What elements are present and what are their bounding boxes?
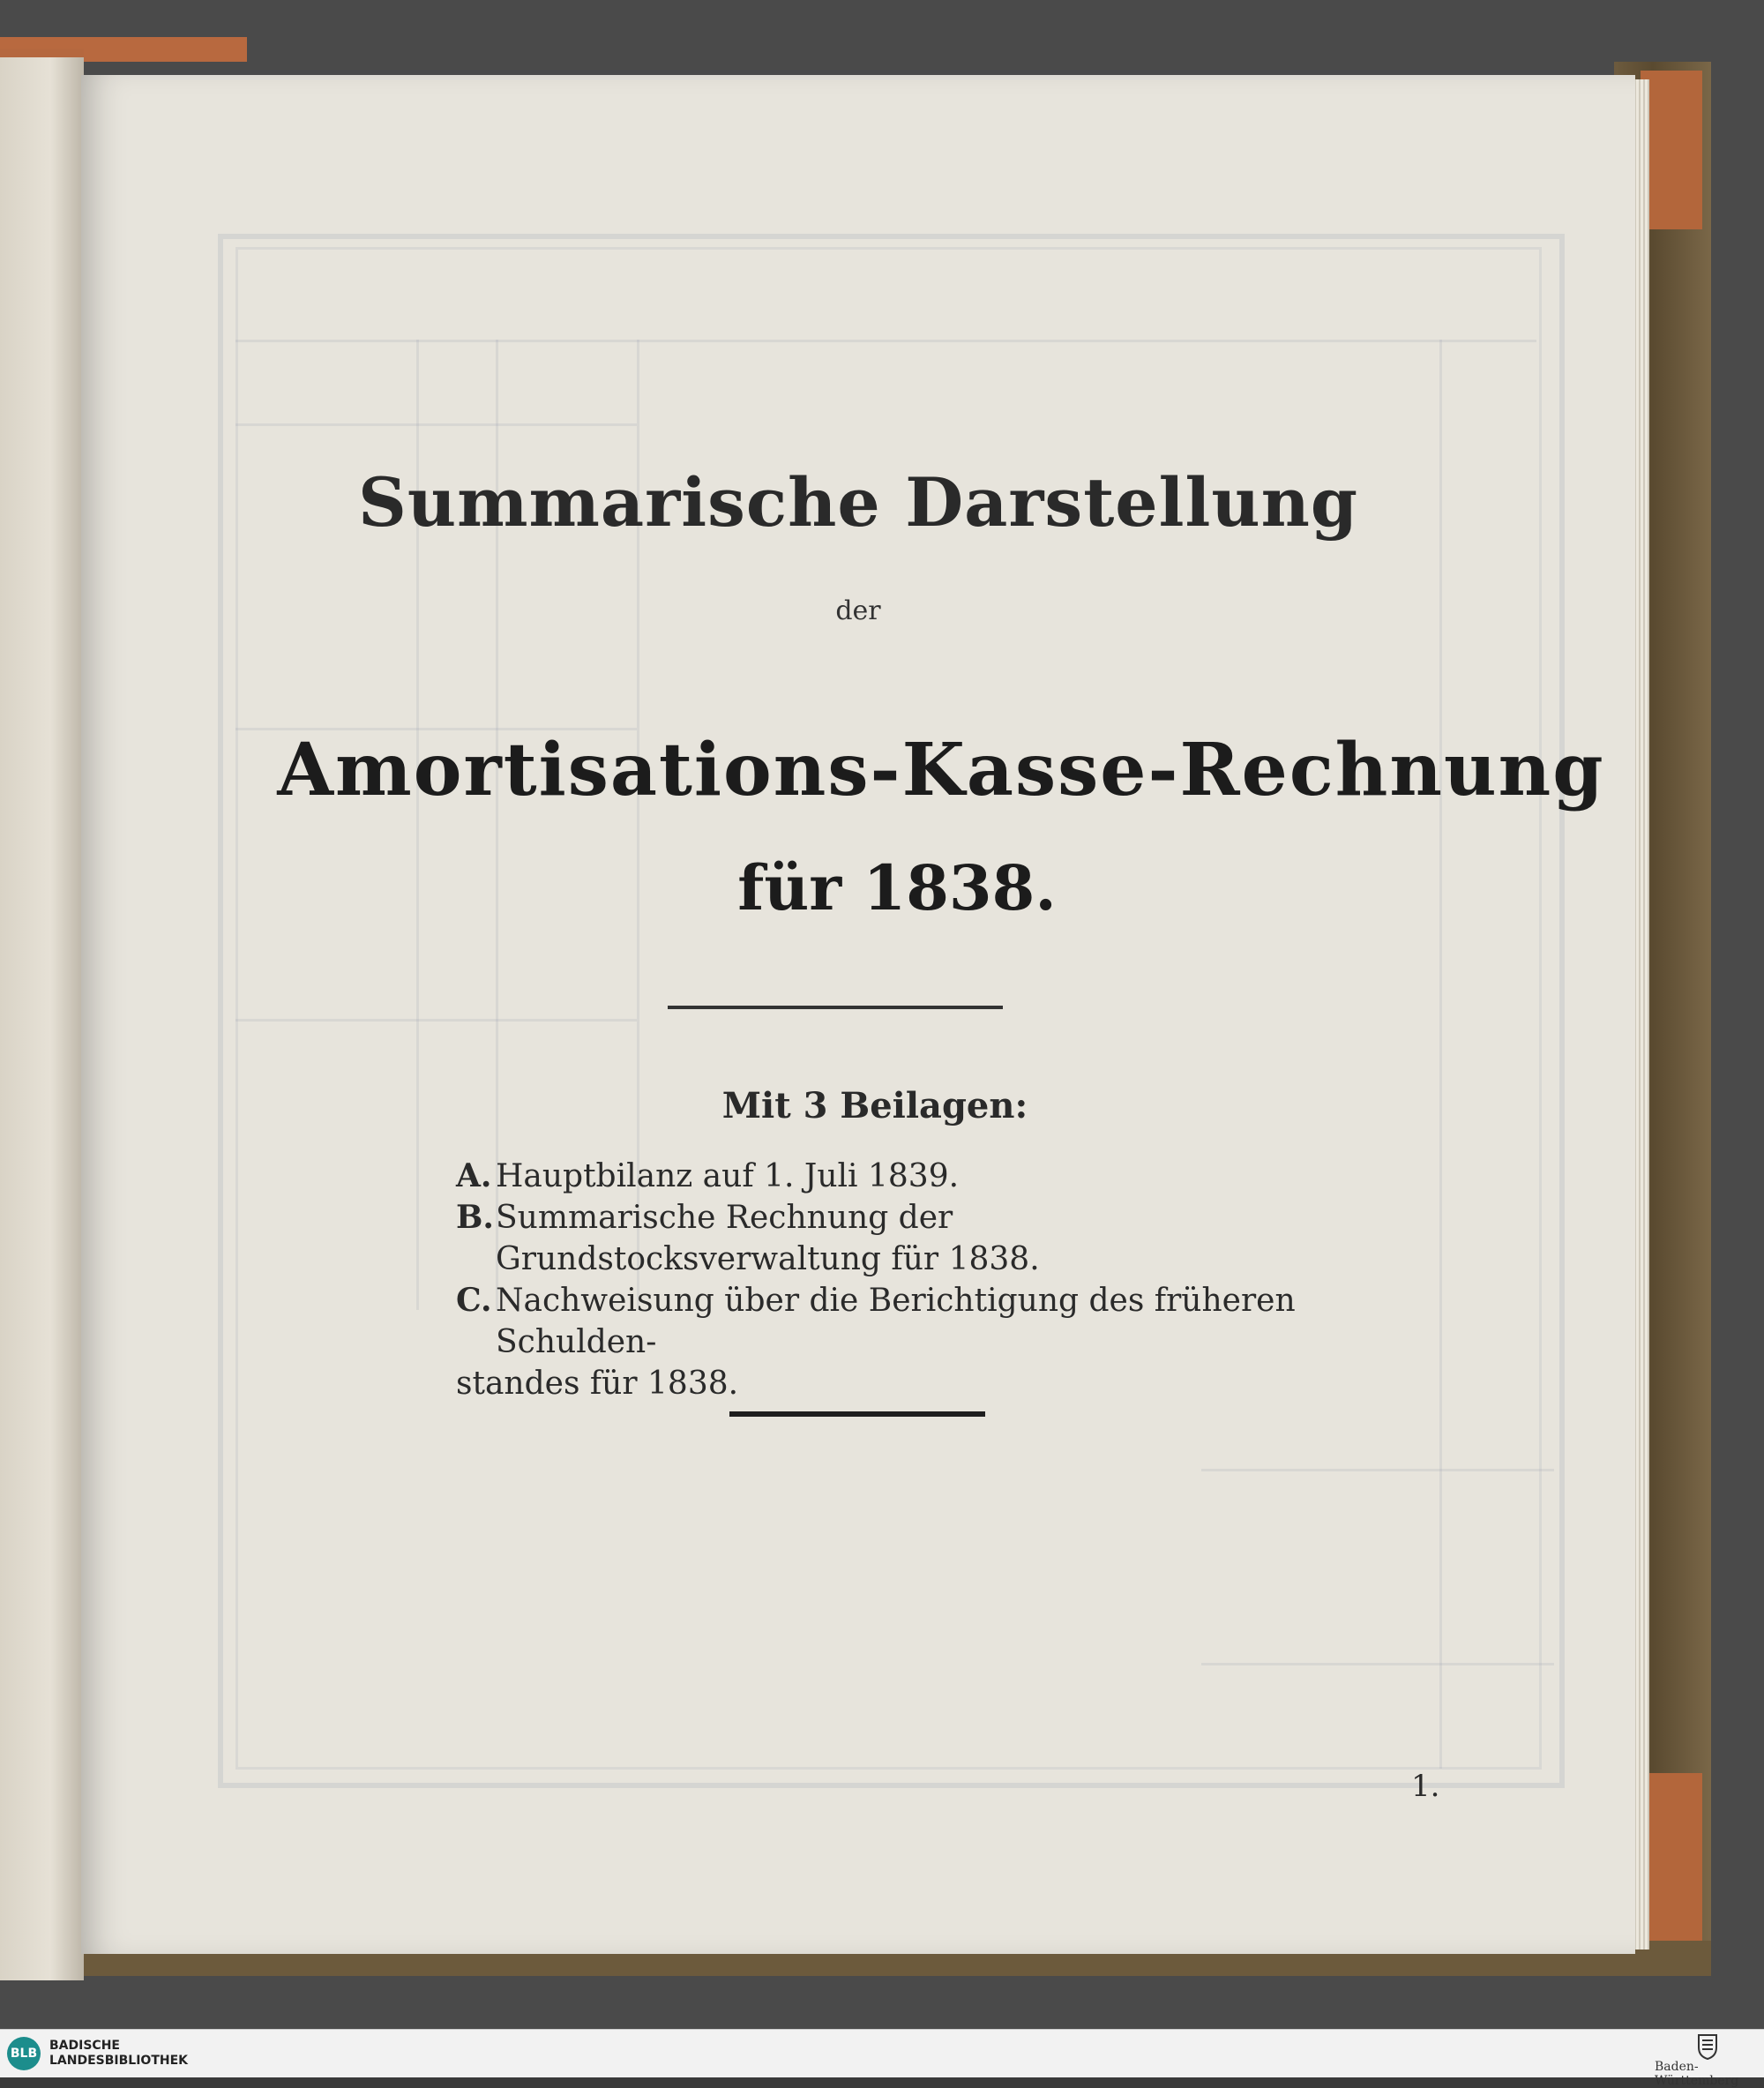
state-name: Baden-Württemberg: [1655, 2060, 1739, 2088]
document-page: [81, 75, 1635, 1954]
viewer-footer: [0, 2029, 1764, 2088]
blb-logo-icon[interactable]: BLB: [7, 2037, 41, 2070]
attachment-item: [456, 1156, 1338, 1197]
library-name-line-2: LANDESBIBLIOTHEK: [49, 2054, 189, 2068]
library-name[interactable]: [49, 2039, 188, 2069]
show-through-line: [235, 1019, 637, 1022]
attachment-text: Hauptbilanz auf 1. Juli 1839.: [496, 1158, 960, 1194]
title-line-1: Summarische Darstellung: [357, 463, 1359, 542]
page-number: 1.: [1411, 1769, 1440, 1804]
baden-wuerttemberg-crest-icon[interactable]: [1697, 2033, 1718, 2060]
title-connector: der: [835, 595, 881, 626]
show-through-line: [235, 340, 1536, 342]
attachments-heading: Mit 3 Beilagen:: [721, 1085, 1028, 1126]
attachment-text: Nachweisung über die Berichtigung des früheren Schulden-: [496, 1283, 1296, 1360]
attachment-item: [456, 1197, 1338, 1280]
title-line-2: Amortisations-Kasse-Rechnung: [277, 728, 1605, 812]
attachment-letter: C.: [456, 1282, 492, 1319]
attachment-text: Summarische Rechnung der Grundstocksverwaltung für 1838.: [496, 1200, 1040, 1277]
title-divider: [668, 1006, 1003, 1009]
show-through-line: [1439, 340, 1442, 1769]
attachment-letter: A.: [456, 1157, 492, 1194]
library-name-line-1: BADISCHE: [49, 2039, 120, 2053]
show-through-line: [235, 423, 637, 426]
show-through-line: [1201, 1663, 1554, 1665]
attachment-item: [456, 1280, 1338, 1363]
left-page-edge: [0, 49, 84, 1980]
cover-corner-top: [1641, 71, 1702, 229]
closing-rule: [729, 1411, 985, 1417]
attachments-list: [456, 1156, 1338, 1404]
attachment-continuation: standes für 1838.: [456, 1366, 739, 1402]
title-line-3: für 1838.: [737, 851, 1057, 924]
show-through-line: [1201, 1469, 1554, 1471]
attachment-letter: B.: [456, 1199, 494, 1236]
